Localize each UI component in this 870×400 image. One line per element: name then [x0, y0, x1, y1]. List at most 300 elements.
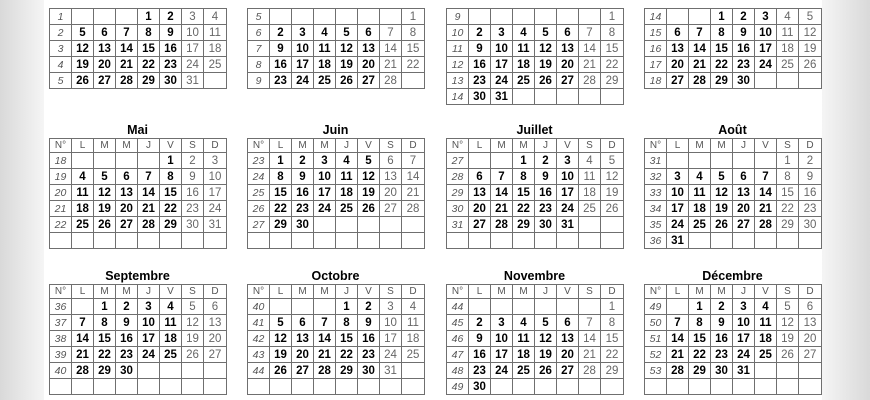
day-cell [799, 363, 822, 379]
week-number: 30 [447, 201, 469, 217]
day-cell: 5 [336, 25, 358, 41]
day-cell: 24 [667, 217, 689, 233]
day-cell: 26 [799, 57, 822, 73]
day-cell [513, 9, 535, 25]
day-cell: 22 [94, 347, 116, 363]
week-number: 16 [645, 41, 667, 57]
week-number: 39 [50, 347, 72, 363]
weekday-header: L [270, 285, 292, 299]
week-number: 7 [248, 41, 270, 57]
day-cell: 9 [292, 169, 314, 185]
day-cell: 20 [292, 347, 314, 363]
week-number: 4 [50, 57, 72, 73]
day-cell: 3 [138, 299, 160, 315]
day-cell: 19 [535, 347, 557, 363]
month-fev [247, 0, 424, 89]
weekday-header: J [535, 139, 557, 153]
week-number: 20 [50, 185, 72, 201]
day-cell: 24 [755, 57, 777, 73]
week-number: 44 [447, 299, 469, 315]
day-cell: 25 [160, 347, 182, 363]
day-cell [204, 379, 227, 395]
week-row [447, 217, 624, 233]
day-cell: 10 [292, 41, 314, 57]
day-cell [579, 9, 601, 25]
week-number: 14 [447, 89, 469, 105]
day-cell [94, 153, 116, 169]
day-cell: 13 [667, 41, 689, 57]
week-row [447, 201, 624, 217]
month-title [247, 0, 424, 8]
day-cell: 17 [292, 57, 314, 73]
day-cell: 9 [116, 315, 138, 331]
day-cell: 14 [138, 185, 160, 201]
day-cell [777, 233, 799, 249]
day-cell: 6 [380, 153, 402, 169]
weekday-header: L [469, 139, 491, 153]
weekday-header: V [557, 285, 579, 299]
weekday-header: L [667, 285, 689, 299]
weekday-header-row [447, 285, 624, 299]
day-cell [689, 9, 711, 25]
day-cell: 20 [380, 185, 402, 201]
day-cell: 22 [160, 201, 182, 217]
day-cell: 4 [402, 299, 425, 315]
day-cell [116, 153, 138, 169]
weekday-header: V [557, 139, 579, 153]
day-cell: 3 [491, 315, 513, 331]
day-cell: 11 [402, 315, 425, 331]
day-cell: 15 [402, 41, 425, 57]
day-cell [777, 363, 799, 379]
day-cell: 12 [535, 41, 557, 57]
day-cell: 22 [138, 57, 160, 73]
day-cell: 28 [72, 363, 94, 379]
day-cell: 15 [513, 185, 535, 201]
day-cell [72, 233, 94, 249]
week-number: 34 [645, 201, 667, 217]
weekday-header: V [358, 139, 380, 153]
week-row [248, 9, 425, 25]
day-cell: 26 [336, 73, 358, 89]
day-cell: 1 [270, 153, 292, 169]
day-cell: 10 [557, 169, 579, 185]
day-cell: 27 [557, 73, 579, 89]
day-cell [535, 233, 557, 249]
weekday-header: M [314, 139, 336, 153]
day-cell: 16 [799, 185, 822, 201]
weekday-header: M [116, 285, 138, 299]
day-cell [491, 379, 513, 395]
day-cell: 20 [94, 57, 116, 73]
month-title: Décembre [702, 269, 763, 283]
week-number: 48 [447, 363, 469, 379]
day-cell [469, 233, 491, 249]
day-cell: 10 [380, 315, 402, 331]
day-cell [358, 233, 380, 249]
day-cell: 7 [491, 169, 513, 185]
page-edge-right [822, 0, 870, 400]
weekday-header: V [160, 285, 182, 299]
day-cell: 3 [667, 169, 689, 185]
day-cell: 21 [689, 57, 711, 73]
day-cell: 15 [711, 41, 733, 57]
month-mar [446, 0, 623, 105]
week-row [447, 89, 624, 105]
day-cell: 18 [314, 57, 336, 73]
month-grid [49, 284, 227, 395]
day-cell: 28 [689, 73, 711, 89]
day-cell: 6 [116, 169, 138, 185]
day-cell [557, 379, 579, 395]
weekday-header: M [689, 139, 711, 153]
day-cell: 1 [711, 9, 733, 25]
day-cell: 14 [689, 41, 711, 57]
day-cell [689, 379, 711, 395]
month-title: Juillet [516, 123, 553, 137]
day-cell [380, 379, 402, 395]
day-cell: 30 [799, 217, 822, 233]
day-cell: 29 [94, 363, 116, 379]
day-cell: 29 [270, 217, 292, 233]
day-cell: 11 [72, 185, 94, 201]
day-cell [182, 379, 204, 395]
day-cell: 13 [799, 315, 822, 331]
day-cell: 5 [777, 299, 799, 315]
day-cell: 21 [667, 347, 689, 363]
day-cell: 26 [535, 363, 557, 379]
day-cell [138, 363, 160, 379]
day-cell: 19 [94, 201, 116, 217]
day-cell: 28 [491, 217, 513, 233]
weekday-header: L [469, 285, 491, 299]
day-cell: 7 [667, 315, 689, 331]
day-cell: 31 [557, 217, 579, 233]
weekday-header: S [380, 285, 402, 299]
day-cell: 4 [777, 9, 799, 25]
weekday-header: V [755, 285, 777, 299]
day-cell: 23 [469, 363, 491, 379]
week-number-header: N° [50, 139, 72, 153]
day-cell: 17 [204, 185, 227, 201]
day-cell: 17 [491, 347, 513, 363]
day-cell: 7 [755, 169, 777, 185]
day-cell [579, 379, 601, 395]
day-cell: 16 [733, 41, 755, 57]
day-cell: 10 [755, 25, 777, 41]
week-row [645, 185, 822, 201]
day-cell: 23 [292, 201, 314, 217]
week-number: 51 [645, 331, 667, 347]
week-row [248, 185, 425, 201]
week-number [50, 379, 72, 395]
weekday-header: S [777, 285, 799, 299]
day-cell: 30 [292, 217, 314, 233]
day-cell [314, 9, 336, 25]
day-cell: 14 [72, 331, 94, 347]
day-cell: 27 [292, 363, 314, 379]
day-cell: 17 [491, 57, 513, 73]
day-cell: 11 [513, 41, 535, 57]
day-cell: 28 [314, 363, 336, 379]
day-cell [799, 379, 822, 395]
day-cell: 2 [469, 25, 491, 41]
day-cell [711, 153, 733, 169]
day-cell: 17 [667, 201, 689, 217]
week-row [248, 73, 425, 89]
week-row [645, 347, 822, 363]
day-cell: 3 [557, 153, 579, 169]
day-cell [535, 9, 557, 25]
weekday-header: L [667, 139, 689, 153]
week-row [248, 299, 425, 315]
week-number-header: N° [248, 285, 270, 299]
day-cell: 8 [513, 169, 535, 185]
week-row [248, 331, 425, 347]
day-cell: 25 [336, 201, 358, 217]
day-cell: 30 [358, 363, 380, 379]
day-cell: 24 [138, 347, 160, 363]
day-cell: 16 [469, 57, 491, 73]
day-cell: 6 [733, 169, 755, 185]
day-cell [491, 153, 513, 169]
day-cell [579, 233, 601, 249]
week-row [447, 379, 624, 395]
week-number: 26 [248, 201, 270, 217]
week-number: 15 [645, 25, 667, 41]
week-number: 2 [50, 25, 72, 41]
day-cell: 11 [160, 315, 182, 331]
day-cell: 7 [689, 25, 711, 41]
day-cell: 21 [755, 201, 777, 217]
day-cell: 18 [513, 347, 535, 363]
day-cell: 24 [292, 73, 314, 89]
day-cell: 23 [182, 201, 204, 217]
week-row [645, 201, 822, 217]
day-cell: 4 [204, 9, 227, 25]
day-cell [733, 153, 755, 169]
week-row [50, 233, 227, 249]
day-cell: 5 [535, 315, 557, 331]
page-edge-left [0, 0, 44, 400]
day-cell [402, 379, 425, 395]
week-number: 36 [50, 299, 72, 315]
day-cell: 2 [711, 299, 733, 315]
day-cell: 24 [314, 201, 336, 217]
day-cell: 9 [711, 315, 733, 331]
day-cell [314, 217, 336, 233]
week-number: 8 [248, 57, 270, 73]
week-row [248, 233, 425, 249]
week-number: 43 [248, 347, 270, 363]
day-cell: 22 [777, 201, 799, 217]
weekday-header: M [711, 285, 733, 299]
month-sept [49, 268, 226, 395]
day-cell: 25 [755, 347, 777, 363]
day-cell: 13 [292, 331, 314, 347]
day-cell: 30 [469, 379, 491, 395]
day-cell: 8 [711, 25, 733, 41]
week-number: 31 [447, 217, 469, 233]
week-number: 28 [447, 169, 469, 185]
day-cell: 17 [755, 41, 777, 57]
day-cell: 12 [711, 185, 733, 201]
week-number-header: N° [447, 139, 469, 153]
day-cell: 4 [160, 299, 182, 315]
day-cell [380, 217, 402, 233]
day-cell: 29 [777, 217, 799, 233]
day-cell [755, 73, 777, 89]
day-cell: 19 [72, 57, 94, 73]
day-cell: 11 [336, 169, 358, 185]
day-cell: 28 [579, 363, 601, 379]
day-cell: 14 [402, 169, 425, 185]
week-row [50, 315, 227, 331]
day-cell [380, 233, 402, 249]
day-cell [292, 379, 314, 395]
week-row [645, 25, 822, 41]
week-number: 25 [248, 185, 270, 201]
day-cell: 28 [579, 73, 601, 89]
weekday-header: M [513, 285, 535, 299]
day-cell: 31 [491, 89, 513, 105]
weekday-header: S [182, 139, 204, 153]
day-cell: 2 [270, 25, 292, 41]
week-row [248, 201, 425, 217]
day-cell: 25 [314, 73, 336, 89]
day-cell: 31 [182, 73, 204, 89]
day-cell: 2 [469, 315, 491, 331]
day-cell: 16 [270, 57, 292, 73]
day-cell: 23 [535, 201, 557, 217]
day-cell: 5 [711, 169, 733, 185]
day-cell: 28 [402, 201, 425, 217]
day-cell [314, 233, 336, 249]
week-number: 29 [447, 185, 469, 201]
day-cell: 17 [138, 331, 160, 347]
day-cell: 1 [138, 9, 160, 25]
day-cell: 22 [601, 347, 624, 363]
day-cell: 10 [491, 331, 513, 347]
day-cell [667, 9, 689, 25]
day-cell: 27 [799, 347, 822, 363]
day-cell: 1 [601, 299, 624, 315]
day-cell: 19 [799, 41, 822, 57]
day-cell: 29 [138, 73, 160, 89]
week-row [50, 57, 227, 73]
weekday-header-row [645, 139, 822, 153]
weekday-header: S [182, 285, 204, 299]
weekday-header: S [380, 139, 402, 153]
day-cell: 18 [689, 201, 711, 217]
week-number: 31 [645, 153, 667, 169]
day-cell: 5 [535, 25, 557, 41]
day-cell: 3 [491, 25, 513, 41]
day-cell: 8 [94, 315, 116, 331]
month-title [49, 0, 226, 8]
weekday-header: M [292, 285, 314, 299]
month-title: Juin [322, 123, 349, 137]
weekday-header: J [733, 285, 755, 299]
weekday-header: V [358, 285, 380, 299]
month-juin [247, 122, 424, 249]
day-cell: 1 [160, 153, 182, 169]
day-cell [72, 153, 94, 169]
day-cell: 12 [799, 25, 822, 41]
day-cell: 13 [358, 41, 380, 57]
day-cell: 12 [182, 315, 204, 331]
day-cell [579, 217, 601, 233]
day-cell: 15 [270, 185, 292, 201]
day-cell: 8 [601, 25, 624, 41]
week-row [50, 217, 227, 233]
day-cell [116, 9, 138, 25]
day-cell [469, 153, 491, 169]
day-cell: 1 [336, 299, 358, 315]
week-number: 35 [645, 217, 667, 233]
week-number: 24 [248, 169, 270, 185]
day-cell [160, 379, 182, 395]
day-cell [513, 379, 535, 395]
day-cell: 29 [689, 363, 711, 379]
day-cell: 16 [292, 185, 314, 201]
week-row [50, 25, 227, 41]
day-cell: 23 [711, 347, 733, 363]
day-cell [138, 233, 160, 249]
day-cell: 10 [314, 169, 336, 185]
day-cell: 22 [336, 347, 358, 363]
month-dec [644, 268, 821, 395]
weekday-header-row [248, 139, 425, 153]
day-cell: 28 [667, 363, 689, 379]
week-row [248, 347, 425, 363]
day-cell: 25 [689, 217, 711, 233]
week-row [645, 217, 822, 233]
weekday-header: J [535, 285, 557, 299]
month-juil [446, 122, 623, 249]
day-cell: 15 [601, 41, 624, 57]
day-cell [601, 89, 624, 105]
day-cell: 20 [557, 57, 579, 73]
day-cell [667, 379, 689, 395]
week-row [50, 299, 227, 315]
day-cell: 14 [491, 185, 513, 201]
day-cell: 9 [469, 41, 491, 57]
month-avr [644, 0, 821, 89]
day-cell: 22 [513, 201, 535, 217]
week-number-header: N° [645, 285, 667, 299]
day-cell [557, 233, 579, 249]
weekday-header: L [270, 139, 292, 153]
day-cell: 13 [733, 185, 755, 201]
day-cell: 27 [94, 73, 116, 89]
week-number: 38 [50, 331, 72, 347]
day-cell: 10 [667, 185, 689, 201]
day-cell: 27 [469, 217, 491, 233]
day-cell: 29 [513, 217, 535, 233]
month-grid [446, 284, 624, 395]
day-cell [160, 233, 182, 249]
week-row [248, 153, 425, 169]
week-number: 22 [50, 217, 72, 233]
weekday-header: J [138, 139, 160, 153]
day-cell: 6 [204, 299, 227, 315]
week-row [645, 331, 822, 347]
day-cell: 22 [689, 347, 711, 363]
day-cell: 20 [667, 57, 689, 73]
day-cell [491, 233, 513, 249]
day-cell: 11 [755, 315, 777, 331]
